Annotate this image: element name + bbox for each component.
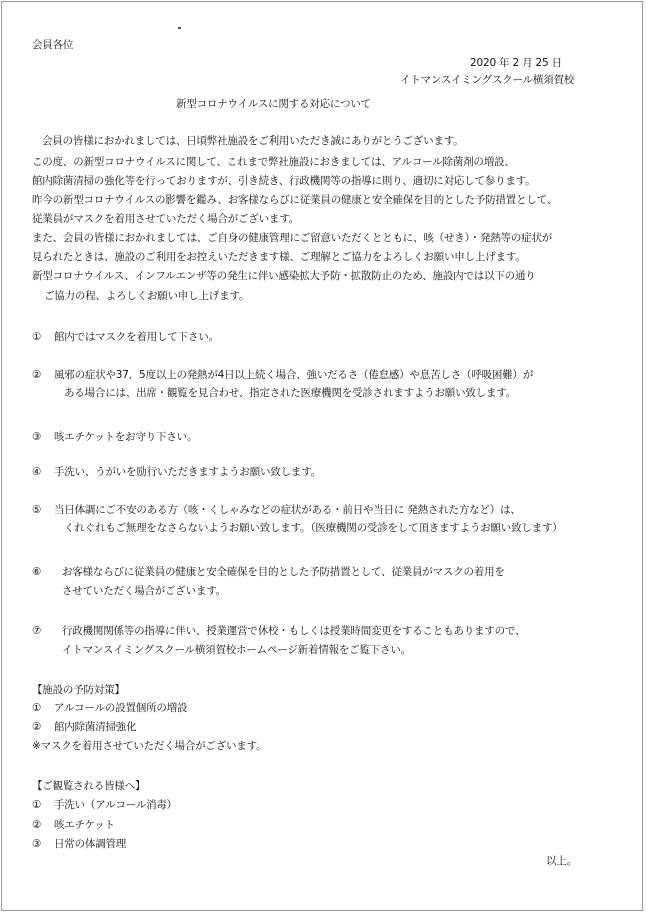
visitors-item-number: ② — [32, 819, 42, 831]
facility-item-number: ① — [32, 702, 42, 714]
facility-item-text: 館内除菌清掃強化 — [54, 721, 137, 733]
item-text: イトマンスイミングスクール横須賀校ホームページ新着情報をご覧下さい。 — [62, 644, 411, 656]
item-text: ある場合には、出席・観覧を見合わせ、指定された医療機関を受診されますようお願い致します。 — [64, 387, 517, 399]
item-text: お客様ならびに従業員の健康と安全確保を目的とした予防措置として、従業員がマスクの着用を — [62, 566, 505, 578]
item-text: 行政機関関係等の指導に伴い、授業運営で休校・もしくは授業時間変更をすることもありますので、 — [62, 625, 526, 637]
visitors-item-number: ③ — [32, 838, 42, 850]
item-text: くれぐれもご無理をなさらないようお願い致します。（医療機関の受診をして頂きますようお願い致します） — [64, 522, 563, 534]
intro-line: 館内除菌清掃の強化等を行っておりますが、引き続き、行政機関等の指導に則り、適切に対応して参ります。 — [32, 175, 536, 187]
item-number: ⑦ — [32, 625, 42, 637]
intro-line: ご協力の程、よろしくお願い申し上げます。 — [44, 290, 250, 302]
facility-item-number: ② — [32, 721, 42, 733]
intro-line: また、会員の皆様におかれましては、ご自身の健康管理にご留意いただくとともに、咳（せき）・発熱等の症状が — [32, 232, 553, 244]
closing-remark: 以上。 — [546, 855, 577, 867]
scan-speck — [178, 27, 181, 29]
item-number: ② — [32, 369, 42, 381]
document-date: 2020 年 2 月 25 日 — [470, 57, 562, 69]
facility-heading: 【施設の予防対策】 — [32, 684, 125, 696]
facility-item-text: アルコールの設置個所の増設 — [54, 702, 188, 714]
intro-line: 見られたときは、施設のご利用をお控えいただきます様、ご理解とご協力をよろしくお願い申し上げます。 — [32, 251, 526, 263]
document-title: 新型コロナウイルスに関する対応について — [176, 98, 371, 110]
visitors-heading: 【ご観覧される皆様へ】 — [32, 780, 146, 792]
sender-name: イトマンスイミングスクール横須賀校 — [400, 74, 575, 86]
item-text: 手洗い、うがいを励行いただきますようお願い致します。 — [54, 466, 321, 478]
visitors-item-number: ① — [32, 799, 42, 811]
facility-note: ※マスクを着用させていただく場合がございます。 — [32, 740, 267, 752]
addressee: 会員各位 — [32, 39, 74, 51]
visitors-item-text: 手洗い（アルコール消毒） — [54, 799, 177, 811]
item-text: 当日体調にご不安のある方（咳・くしゃみなどの症状がある・前日や当日に 発熱された方など）は、 — [54, 504, 521, 516]
intro-line: 昨今の新型コロナウイルスの影響を鑑み、お客様ならびに従業員の健康と安全確保を目的とした予防措置として、 — [32, 194, 558, 206]
item-text: させていただく場合がございます。 — [62, 585, 226, 597]
item-number: ⑤ — [32, 504, 42, 516]
intro-line: 従業員がマスクを着用させていただく場合がございます。 — [32, 213, 299, 225]
item-number: ⑥ — [32, 566, 42, 578]
intro-line: この度、の新型コロナウイルスに関して、これまで弊社施設におきましては、アルコール除菌剤の増設、 — [32, 156, 515, 168]
visitors-item-text: 咳エチケット — [54, 819, 115, 831]
item-text: 咳エチケットをお守り下さい。 — [54, 431, 198, 443]
item-number: ① — [32, 331, 42, 343]
item-number: ③ — [32, 431, 42, 443]
intro-line: 新型コロナウイルス、インフルエンザ等の発生に伴い感染拡大予防・拡散防止のため、施設内では以下の通り — [32, 270, 536, 282]
item-number: ④ — [32, 466, 42, 478]
item-text: 風邪の症状や37．5度以上の発熱が4日以上続く場合、強いだるさ（倦怠感）や息苦しさ（呼吸困難）が — [54, 369, 534, 381]
intro-line: 会員の皆様におかれましては、日頃弊社施設をご利用いただき誠にありがとうございます。 — [42, 135, 464, 147]
item-text: 館内ではマスクを着用して下さい。 — [54, 331, 219, 343]
visitors-item-text: 日常の体調管理 — [54, 838, 127, 850]
